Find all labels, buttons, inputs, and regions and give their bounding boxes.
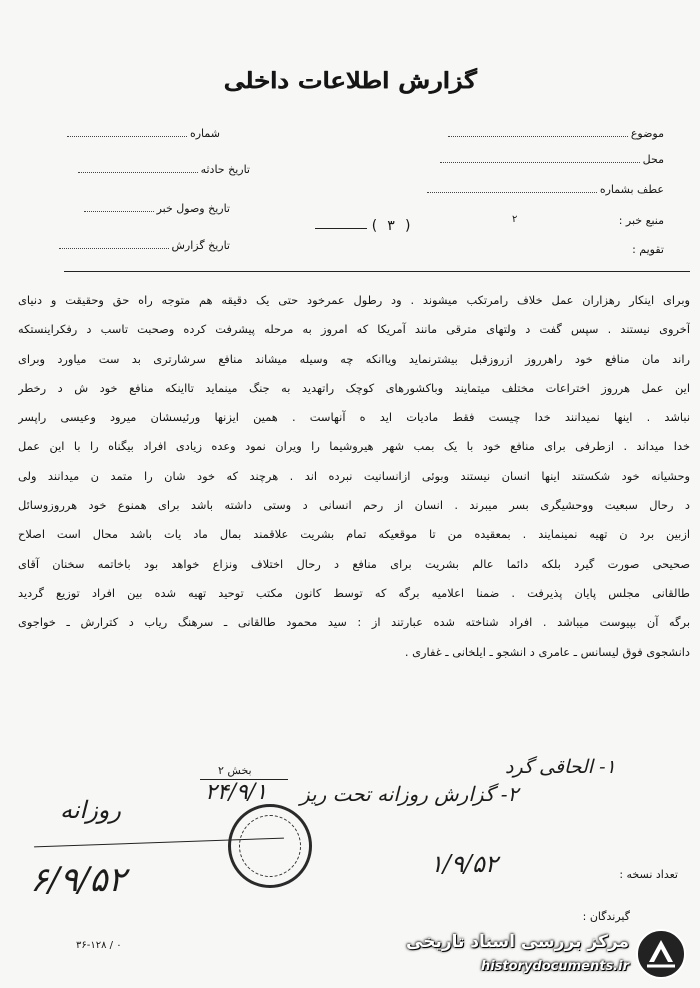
handwritten-signature: روزانه xyxy=(60,796,121,824)
body-line: طالقانی مجلس پایان پذیرفت . ضمنا اعلامیه برگه که توسط کانون مکتب توحید تهیه شده بین افراد توزیع گردید xyxy=(18,585,690,600)
watermark xyxy=(395,926,695,984)
field-source xyxy=(619,214,664,227)
field-calendar xyxy=(632,243,664,256)
field-location-label: محل xyxy=(642,153,664,166)
body-line: وبرای اینکار رهزاران عمل خلاف رامرتکب میشوند . ود رطول عمرخود حتی یک دقیقه هم متوجه راه حق وحقیقت و دنیای xyxy=(18,293,690,307)
handwritten-note-2: ۲- گزارش روزانه تحت ریز xyxy=(300,782,519,806)
body-line: راند مان منافع خود راهرروز ازروزقبل بیشترنماید ویاانکه چه وسیله میشاند منافع سرشارتری بد ست میاورد وبرای xyxy=(18,351,690,366)
field-receipt-date-label: تاریخ وصول خبر xyxy=(156,202,230,215)
body-line: صحیحی صورت گیرد بلکه دائما عالم بشریت برای منافع د رحال اختلاف ونزاع خواهد بود باخاتمه سخنان آقای xyxy=(18,556,690,571)
document-title: گزارش اطلاعات داخلی xyxy=(223,68,477,94)
handwritten-note-1: ۱- الحاقی گرد xyxy=(505,756,616,778)
body-line: نباشد . اینها نمیدانند خدا چیست فقط مادیات اید ه آنهاست . همین ایزنها ورئیسشان میرود وعیسی راپسر xyxy=(18,410,690,425)
field-copies xyxy=(619,868,678,881)
archive-logo-icon xyxy=(635,928,687,980)
field-subject xyxy=(448,127,664,140)
field-incident-date-label: تاریخ حادثه xyxy=(200,163,250,176)
document-code: ۳۶-۱۲۸ / ۰ xyxy=(76,940,122,951)
official-stamp xyxy=(228,804,312,888)
handwritten-date-1: ۲۴/۹/۱ xyxy=(205,780,268,805)
field-incident-date-line xyxy=(78,163,198,173)
handwritten-division: بخش ۲ xyxy=(218,764,252,777)
field-location xyxy=(440,153,664,166)
field-subject-line xyxy=(448,127,628,137)
report-body xyxy=(18,286,690,667)
field-number-line xyxy=(67,127,187,137)
field-source-label: منبع خبر : xyxy=(618,214,664,227)
field-report-date-line xyxy=(59,239,169,249)
body-line: دانشجوی فوق لیسانس ـ عامری د انشجو ـ ایلخانی ـ غفاری . xyxy=(404,644,690,659)
watermark-name: مرکز بررسی اسناد تاریخی xyxy=(406,932,629,952)
field-reference xyxy=(427,183,664,196)
field-recipients-label: گیرندگان : xyxy=(582,910,630,923)
field-receipt-date-line xyxy=(84,202,154,212)
handwritten-left-date: ۶/۹/۵۲ xyxy=(30,860,126,900)
body-line: آخروی نیستند . سپس گفت د ولتهای مترقی مانند آمریکا که امروز به مرحله پیشرفت کرده وصحبت تاسب د رفکراینستکه xyxy=(18,322,690,337)
body-line: وحشیانه خود شکستند اینها انسان نیستند وبوئی ازانسانیت نبرده اند . هرچند که خود شان را متمد ن میدانند ولی xyxy=(18,468,690,483)
watermark-url: historydocuments.ir xyxy=(480,959,629,974)
body-line: خدا میداند . ازطرفی برای منافع خود با یک بمب شهر هیروشیما را ویران نمود وعده زیادی افراد بیگناه را با این عمل xyxy=(18,439,690,454)
field-recipients xyxy=(583,910,630,923)
field-copies-label: تعداد نسخه : xyxy=(619,868,678,881)
source-code: ( ۳ ) xyxy=(370,218,413,234)
field-subject-label: موضوع xyxy=(630,127,664,140)
body-line: د رحال سبعیت ووحشیگری بسر میبرند . انسان از رحم انسانی د وستی داشته باشد برای همنوع خود هرروزوسائل xyxy=(18,498,690,513)
field-calendar-label: تقویم : xyxy=(632,243,664,256)
source-code-underline xyxy=(315,228,367,229)
field-report-date xyxy=(59,239,231,252)
header-divider xyxy=(64,271,690,272)
field-receipt-date xyxy=(84,202,230,215)
field-number-label: شماره xyxy=(189,127,220,140)
field-number xyxy=(67,127,220,140)
handwritten-date-2: ۱/۹/۵۲ xyxy=(430,850,498,878)
field-reference-label: عطف بشماره xyxy=(599,183,664,196)
field-location-line xyxy=(440,153,640,163)
body-line: این عمل هرروز اختراعات مختلف میتمایند وباکشورهای کوچک راتهدید به جنگ مینماید تااینکه منافع خود ش د رخطر xyxy=(18,380,690,395)
field-source-value: ۲ xyxy=(512,214,518,225)
field-incident-date xyxy=(78,163,250,176)
body-line: برگه آن بپیوست میباشد . افراد شناخته شده عبارتند از : سید محمود طالقانی ـ سرهنگ ریاب د کترارش ـ خواجوی xyxy=(18,615,690,630)
field-reference-line xyxy=(427,183,597,193)
field-report-date-label: تاریخ گزارش xyxy=(171,239,230,252)
body-line: ازبین برد ن تهیه نمینمایند . بمعقیده من تا موقعیکه تمام بشریت علاقمند بمال ماد یات باشد محال است اصلاح xyxy=(18,527,690,542)
